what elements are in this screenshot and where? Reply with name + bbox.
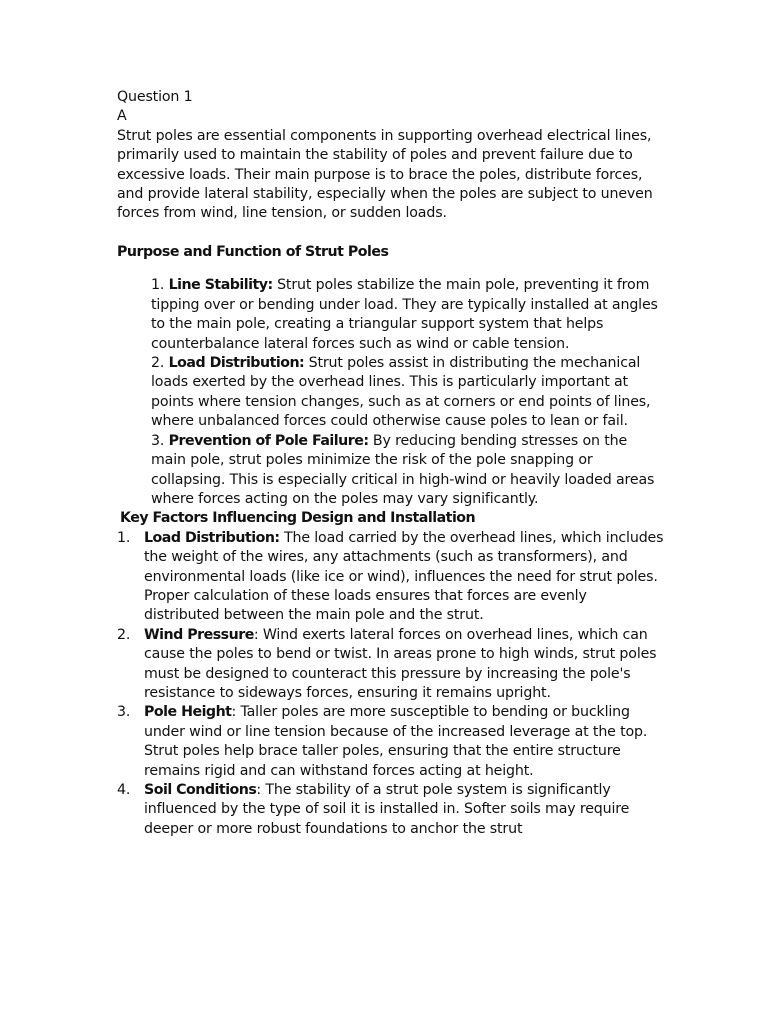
purpose-item-text: By reducing bending stresses on the main pole, strut poles minimize the risk of the pole snapping or collapsing. This is especially critical in high-wind or heavily loaded areas where forces acting on the poles may vary significantly. (151, 432, 655, 507)
factor-item (117, 781, 665, 839)
factor-item-number: 2. (117, 626, 131, 643)
question-part: A (117, 108, 127, 125)
purpose-item (151, 432, 665, 510)
factor-item-term: Soil Conditions (144, 782, 257, 798)
purpose-item-number: 1. (151, 277, 165, 294)
question-title: Question 1 (117, 89, 193, 105)
factor-item (117, 529, 665, 626)
document-page (117, 88, 665, 839)
factor-item (117, 626, 665, 704)
factor-item (117, 703, 665, 781)
purpose-item-text: Strut poles stabilize the main pole, preventing it from tipping over or bending under load. They are typically installed at angles to the main pole, creating a triangular support system that helps counterbalance lateral forces such as wind or cable tension. (151, 277, 658, 352)
purpose-item-term: Load Distribution: (168, 355, 305, 372)
factor-item-text: : Taller poles are more susceptible to bending or buckling under wind or line tension because of the increased leverage at the top. Strut poles help brace taller poles, ensuring that the entire structure remains rigid and can withstand forces acting at height. (144, 704, 648, 779)
purpose-item-text: Strut poles assist in distributing the mechanical loads exerted by the overhead lines. This is particularly important at points where tension changes, such as at corners or end points of lines, where unbalanced forces could otherwise cause poles to lean or fail. (151, 355, 651, 430)
factor-item-text: : Wind exerts lateral forces on overhead lines, which can cause the poles to bend or twist. In areas prone to high winds, strut poles must be designed to counteract this pressure by increasing the pole's resistance to sideways forces, ensuring it remains upright. (144, 626, 657, 701)
purpose-item-number: 3. (151, 432, 165, 449)
factor-item-number: 3. (117, 704, 131, 721)
purpose-list (117, 276, 665, 509)
purpose-item-term: Line Stability: (168, 277, 273, 294)
purpose-item-term: Prevention of Pole Failure: (168, 432, 369, 449)
factors-list (117, 529, 665, 840)
factor-item-term: Load Distribution: (144, 529, 280, 546)
factor-item-number: 4. (117, 782, 131, 798)
purpose-item-number: 2. (151, 355, 165, 372)
factor-item-term: Wind Pressure (144, 626, 254, 643)
purpose-item (151, 354, 665, 432)
intro-paragraph: Strut poles are essential components in supporting overhead electrical lines, primarily used to maintain the stability of poles and prevent failure due to excessive loads. Their main purpose is to brace the poles, distribute forces, and provide lateral stability, especially when the poles are subject to uneven forces from wind, line tension, or sudden loads. (117, 127, 653, 222)
factors-heading: Key Factors Influencing Design and Installation (120, 510, 476, 527)
factor-item-number: 1. (117, 529, 131, 546)
purpose-item (151, 276, 665, 354)
purpose-heading: Purpose and Function of Strut Poles (117, 243, 389, 260)
factor-item-text: The load carried by the overhead lines, which includes the weight of the wires, any attachments (such as transformers), and environmental loads (like ice or wind), influences the need for strut poles. Proper calculation of these loads ensures that forces are evenly distributed between the main pole and the strut. (144, 529, 664, 624)
factor-item-term: Pole Height (144, 704, 232, 721)
factor-item-text: : The stability of a strut pole system is significantly influenced by the type of soil it is installed in. Softer soils may require deeper or more robust foundations to anchor the strut (144, 782, 630, 837)
